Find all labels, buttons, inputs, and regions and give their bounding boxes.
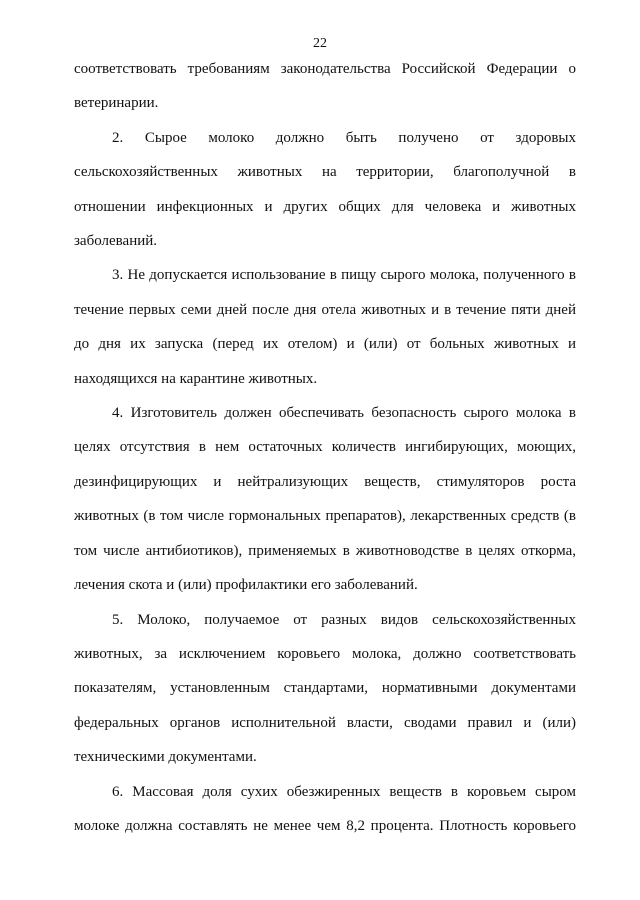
paragraph-1-line-1: соответствовать требованиям законодательства Российской Федерации о [74,61,576,77]
paragraph-5-line-5: техническими документами. [74,749,257,766]
paragraph-4-line-2: целях отсутствия в нем остаточных количеств ингибирующих, моющих, [74,439,576,456]
paragraph-5-line-1: 5. Молоко, получаемое от разных видов сельскохозяйственных [112,611,576,628]
paragraph-3-line-3: до дня их запуска (перед их отелом) и (или) от больных животных и [74,336,576,353]
paragraph-3-line-1: 3. Не допускается использование в пищу сырого молока, полученного в [112,267,576,284]
page-number: 22 [313,36,327,51]
paragraph-4-line-3: дезинфицирующих и нейтрализующих веществ, стимуляторов роста [74,473,576,490]
paragraph-6-line-2: молоке должна составлять не менее чем 8,2 процента. Плотность коровьего [74,817,576,834]
paragraph-4-line-1: 4. Изготовитель должен обеспечивать безопасность сырого молока в [112,405,576,422]
paragraph-5-line-2: животных, за исключением коровьего молока, должно соответствовать [74,645,576,662]
paragraph-4-line-6: лечения скота и (или) профилактики его заболеваний. [74,577,418,594]
paragraph-4-line-4: животных (в том числе гормональных препаратов), лекарственных средств (в [74,508,576,525]
paragraph-4-line-5: том числе антибиотиков), применяемых в животноводстве в целях откорма, [74,542,576,559]
paragraph-5-line-3: показателям, установленным стандартами, нормативными документами [74,680,576,697]
paragraph-2-line-1: 2. Сырое молоко должно быть получено от здоровых [112,129,576,146]
paragraph-6-line-1: 6. Массовая доля сухих обезжиренных веществ в коровьем сыром [112,783,576,800]
paragraph-5-line-4: федеральных органов исполнительной власти, сводами правил и (или) [74,714,576,731]
paragraph-3-line-2: течение первых семи дней после дня отела животных и в течение пяти дней [74,301,576,318]
paragraph-2-line-2: сельскохозяйственных животных на территории, благополучной в [74,164,576,181]
document-body [74,52,576,843]
paragraph-2-line-4: заболеваний. [74,233,158,250]
paragraph-3-line-4: находящихся на карантине животных. [74,370,318,387]
paragraph-1-line-2: ветеринарии. [74,95,159,112]
paragraph-2-line-3: отношении инфекционных и других общих для человека и животных [74,198,576,215]
